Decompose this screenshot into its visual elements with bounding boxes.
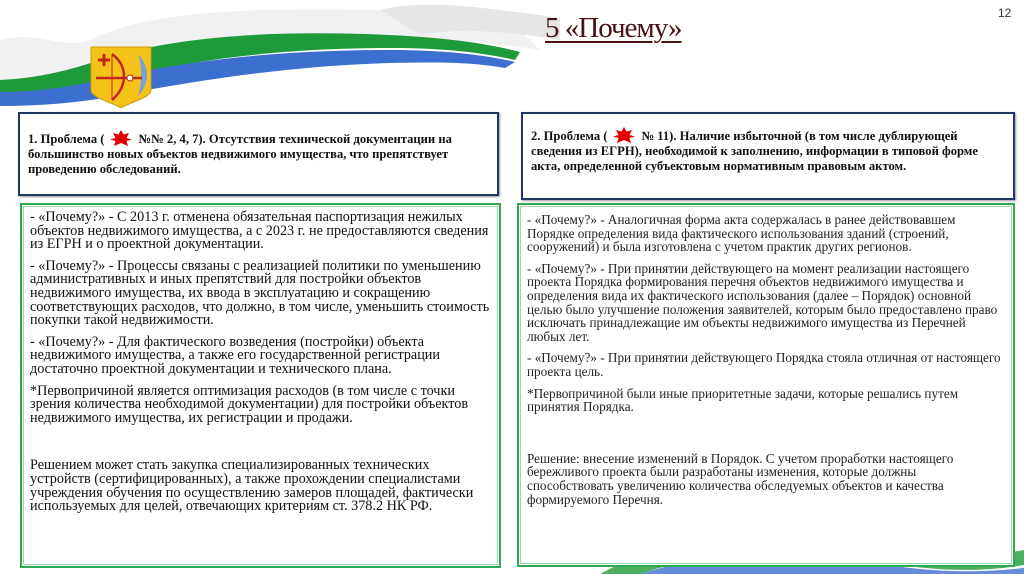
ribbon-decoration bbox=[0, 0, 560, 110]
why-paragraph: - «Почему?» - Для фактического возведения (постройки) объекта недвижимого имущества, а также его государственной регистрации достаточно проектной документации и технического плана. bbox=[30, 333, 440, 377]
red-star-icon bbox=[110, 130, 132, 146]
problem-1-text: документации на большинство новых объектов недвижимого имущества, что препятствует проведению обследований. bbox=[28, 132, 452, 176]
why-paragraph: - «Почему?» - С 2013 г. отменена обязательная паспортизация нежилых объектов недвижимого имущества, а с 2023 г. не предоставляются сведения из ЕГРН и о проектной документации. bbox=[30, 209, 489, 253]
problem-2-prefix: 2. Проблема ( bbox=[531, 129, 608, 143]
why-paragraph: - «Почему?» - При принятии действующего Порядка стояла отличная от настоящего проекта цель. bbox=[527, 350, 1001, 379]
solution-paragraph: Решение: внесение изменений в Порядок. С учетом проработки настоящего бережливого проекта были разработаны изменения, которые должны способствовать увеличению количества обследуемых объектов и качества формируемого Перечня. bbox=[527, 450, 954, 507]
why-paragraph: - «Почему?» - При принятии действующего на момент реализации настоящего проекта Порядка формирования перечня объектов недвижимого имущества и определения вида их фактического использования (далее – Порядок) основной целью было улучшение положения заявителей, которым было предоставлено право исключать принадлежащие им объекты недвижимого имущества из Перечней любых лет. bbox=[527, 260, 998, 344]
problem-2-numbers: № 11). Наличие избыточной (в том числе bbox=[641, 129, 876, 143]
page-number: 12 bbox=[998, 6, 1012, 20]
answers-1-box bbox=[20, 203, 501, 568]
problem-1-box bbox=[18, 112, 499, 196]
problem-2-box bbox=[521, 112, 1015, 200]
answers-2-box bbox=[517, 203, 1015, 567]
slide-title: 5 «Почему» bbox=[545, 12, 682, 44]
problem-1-prefix: 1. Проблема ( bbox=[28, 132, 105, 146]
solution-paragraph: Решением может стать закупка специализированных технических устройств (сертифицированных), а также прохождении специалистами учреждения обучения по осуществлению замеров площадей, фактически используемых для целей, отвечающих критериям ст. 378.2 НК РФ. bbox=[30, 457, 474, 515]
problem-2-text: дублирующей сведения из ЕГРН), необходимой к заполнению, информации в типовой форме акта, определенной субъектовым нормативным правовым актом. bbox=[531, 129, 978, 173]
problem-1-numbers: №№ 2, 4, 7). Отсутствия технической bbox=[138, 132, 351, 146]
root-cause-paragraph: *Первопричиной является оптимизация расходов (в том числе с точки зрения количества необходимой документации) для постройки объектов недвижимого имущества, их регистрации и продажи. bbox=[30, 382, 469, 426]
root-cause-paragraph: *Первопричиной были иные приоритетные задачи, которые решались путем принятия Порядка. bbox=[527, 385, 959, 415]
coat-of-arms-logo bbox=[90, 46, 152, 108]
why-paragraph: - «Почему?» - Процессы связаны с реализацией политики по уменьшению административных и иных препятствий для постройки объектов недвижимого имущества, их ввода в эксплуатацию и сокращению соответствующих расходов, что должно, в том числе, уменьшить стоимость покупки такой недвижимости. bbox=[30, 257, 490, 329]
red-star-icon bbox=[613, 127, 635, 143]
why-paragraph: - «Почему?» - Аналогичная форма акта содержалась в ранее действовавшем Порядке определения вида фактического использования зданий (строений, сооружений) и была изготовлена с учетом практик других регионов. bbox=[527, 212, 956, 255]
